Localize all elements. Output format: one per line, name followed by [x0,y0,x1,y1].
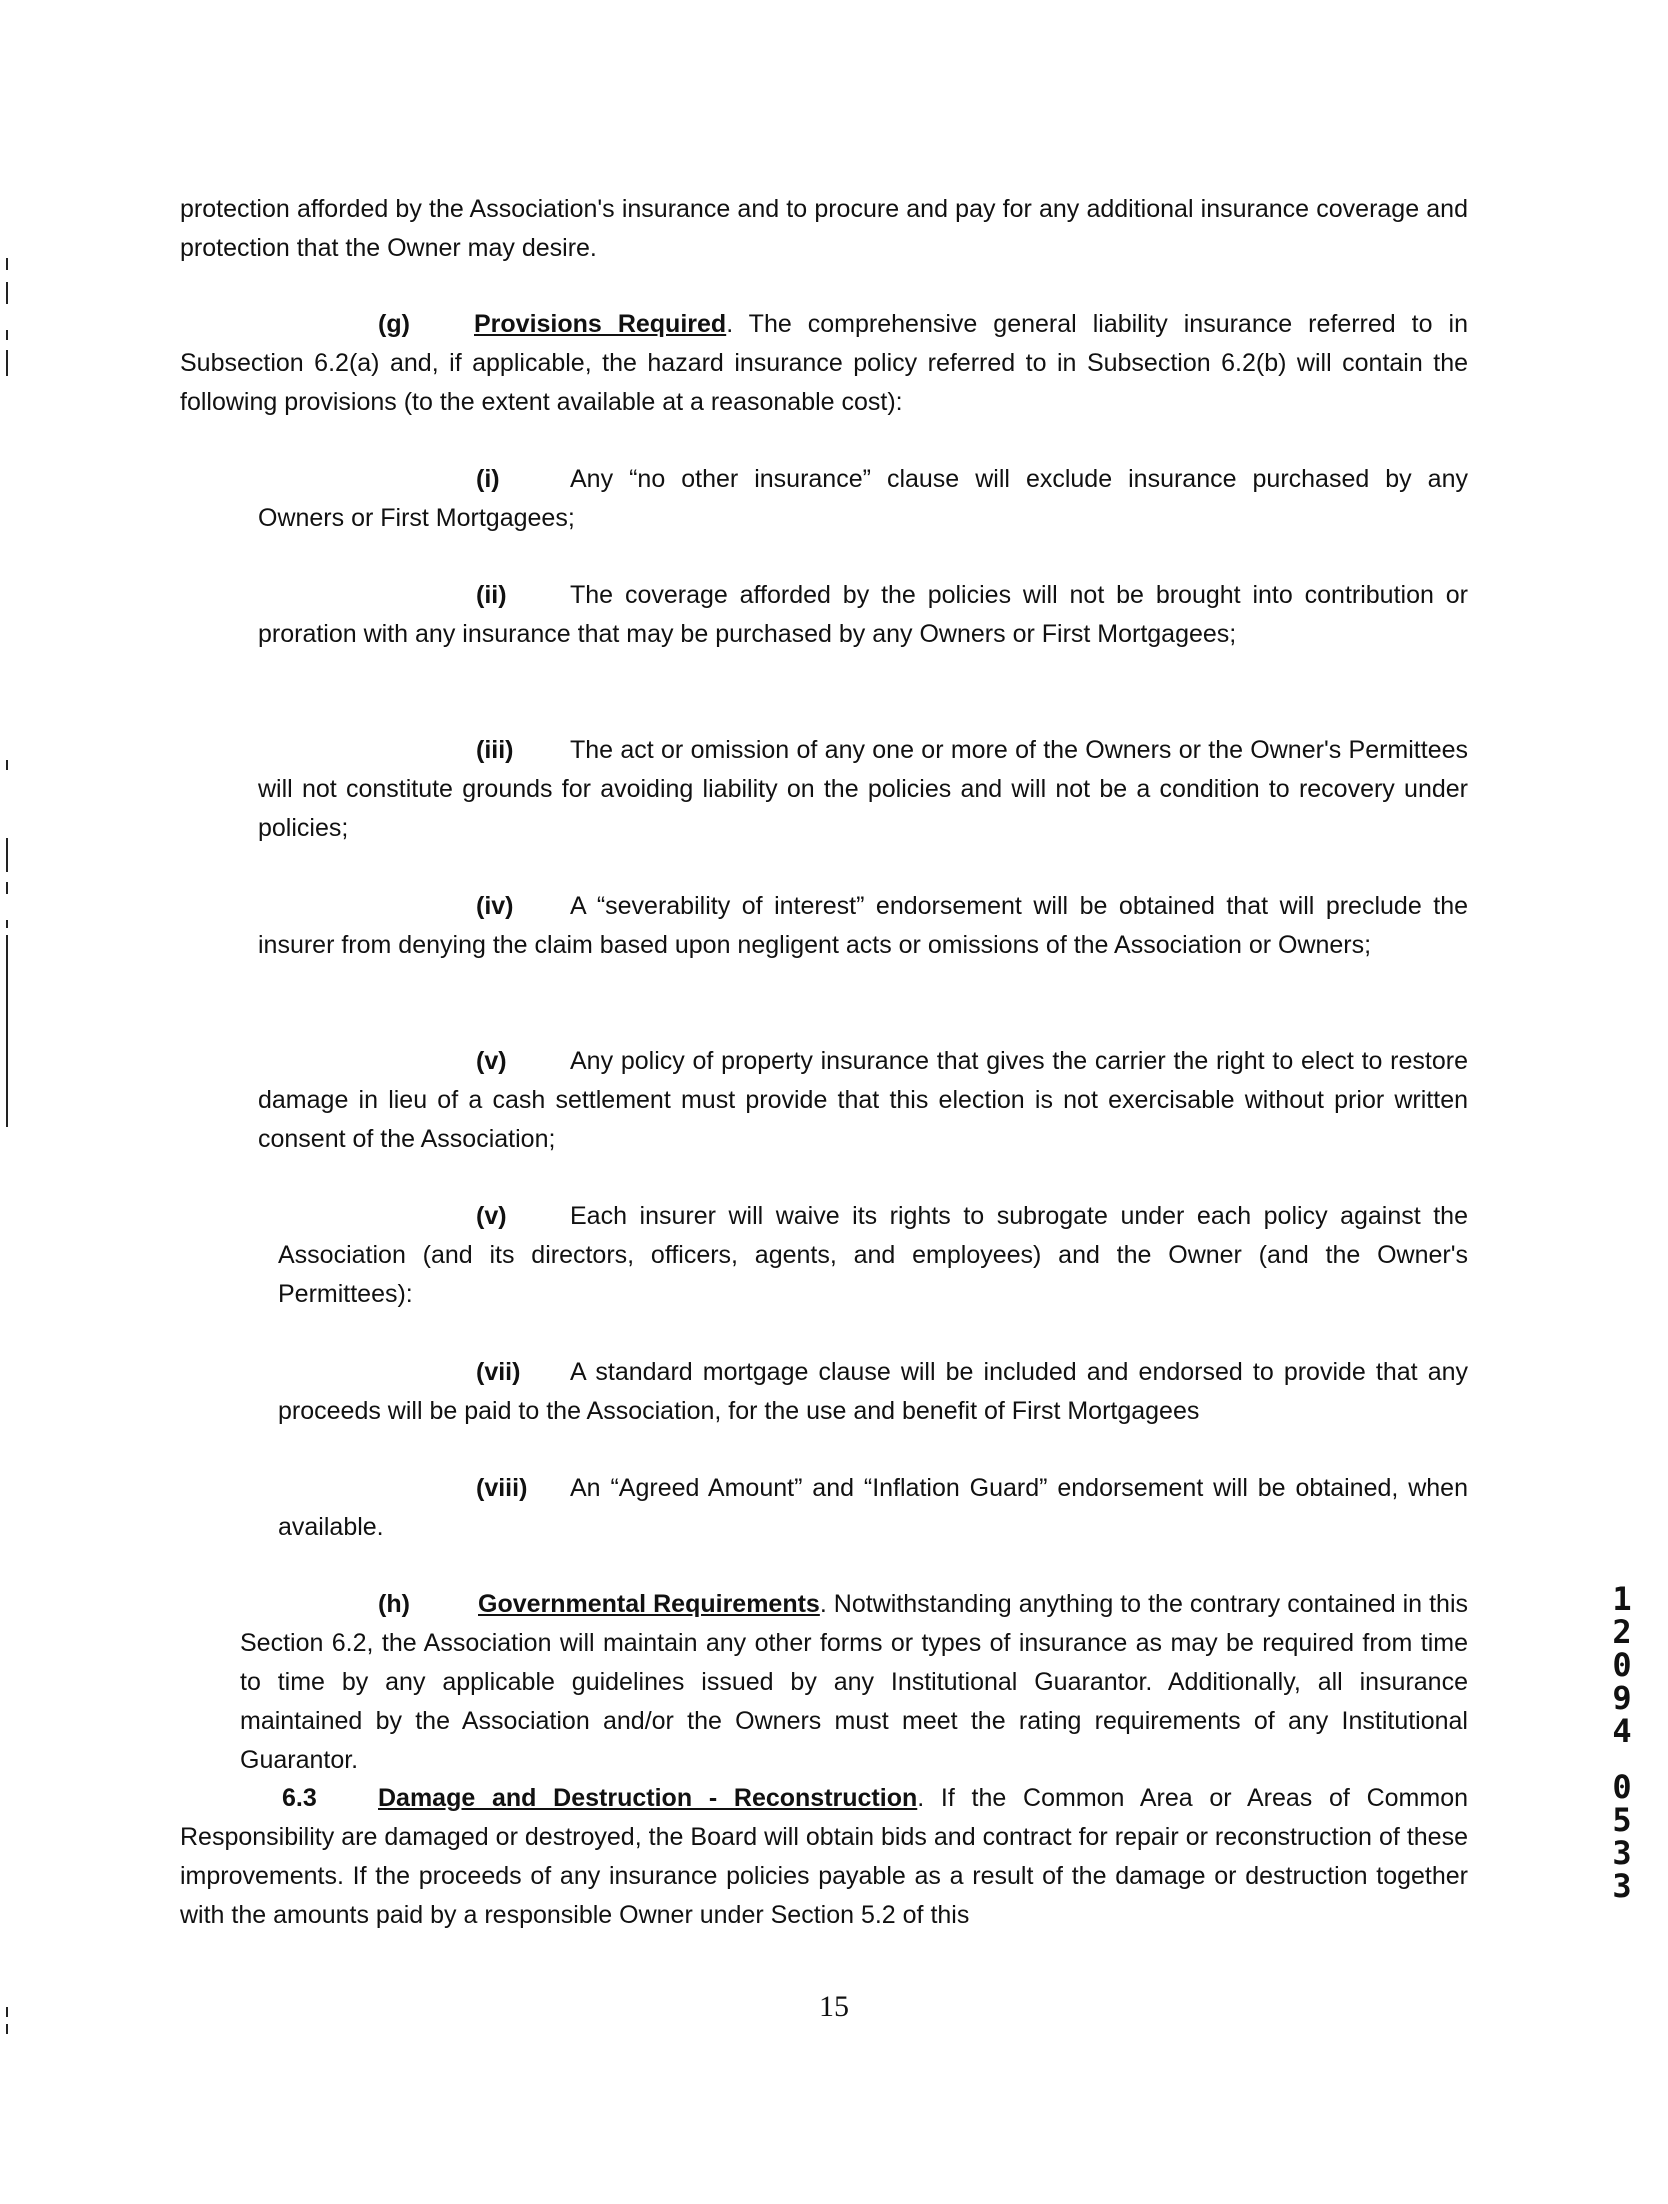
section-6-3-paragraph [180,1779,1468,1935]
item-label: (vii) [476,1358,521,1386]
page-number: 15 [819,1990,849,2023]
item-text: Any “no other insurance” clause will exclude insurance purchased by any Owners or First Mortgagees; [258,465,1468,532]
margin-revision-mark [6,935,8,1127]
section-g-paragraph [180,305,1468,422]
margin-revision-mark [6,920,8,928]
item-label: (iv) [476,892,514,920]
margin-revision-mark [6,2024,8,2034]
item-text: An “Agreed Amount” and “Inflation Guard” endorsement will be obtained, when available. [278,1474,1468,1541]
section-g-label: (g) [378,310,410,338]
section-6-3-label: 6.3 [282,1784,317,1812]
item-text: Any policy of property insurance that gives the carrier the right to elect to restore damage in lieu of a cash settlement must provide that this election is not exercisable without prior written consent of the Association; [258,1047,1468,1153]
item-label: (v) [476,1047,507,1075]
margin-revision-mark [6,330,8,340]
section-h-heading: Governmental Requirements [478,1590,820,1618]
list-item [258,460,1468,538]
list-item [278,1469,1468,1547]
list-item [258,731,1468,848]
item-label: (iii) [476,736,514,764]
stamp-digit: 4 [1612,1712,1632,1750]
margin-revision-mark [6,282,8,304]
section-6-3-heading: Damage and Destruction - Reconstruction [378,1784,918,1812]
item-text: A standard mortgage clause will be included and endorsed to provide that any proceeds will be paid to the Association, for the use and benefit of First Mortgagees [278,1358,1468,1425]
stamp-digit: 3 [1612,1867,1632,1905]
margin-revision-mark [6,882,8,894]
stamp-digit: 0 [1612,1768,1632,1806]
item-label: (viii) [476,1474,528,1502]
section-6-3-text: . If the Common Area or Areas of Common Responsibility are damaged or destroyed, the Board will obtain bids and contract for repair or reconstruction of these improvements. If the proceeds of any insurance policies payable as a result of the damage or destruction together with the amounts paid by a responsible Owner under Section 5.2 of this [180,1784,1468,1929]
item-text: The coverage afforded by the policies will not be brought into contribution or proration with any insurance that may be purchased by any Owners or First Mortgagees; [258,581,1468,648]
stamp-digit: 3 [1612,1834,1632,1872]
section-g-text: . The comprehensive general liability insurance referred to in Subsection 6.2(a) and, if applicable, the hazard insurance policy referred to in Subsection 6.2(b) will contain the following provisions (to the extent available at a reasonable cost): [180,310,1468,416]
stamp-digit: 1 [1612,1580,1632,1618]
stamp-digit: 0 [1612,1646,1632,1684]
stamp-digit: 5 [1612,1801,1632,1839]
section-h-label: (h) [378,1590,410,1618]
list-item [258,576,1468,654]
margin-revision-mark [6,258,8,270]
section-g-heading: Provisions Required [474,310,727,338]
section-h-text: . Notwithstanding anything to the contrary contained in this Section 6.2, the Association will maintain any other forms or types of insurance as may be required from time to time by any applicable guidelines issued by any Institutional Guarantor. Additionally, all insurance maintained by the Association and/or the Owners must meet the rating requirements of any Institutional Guarantor. [240,1590,1469,1774]
margin-revision-mark [6,350,8,376]
item-label: (ii) [476,581,507,609]
list-item [278,1353,1468,1431]
stamp-digit: 2 [1612,1613,1632,1651]
list-item [258,1042,1468,1159]
intro-paragraph [180,190,1468,268]
stamp-digit: 9 [1612,1679,1632,1717]
intro-text: protection afforded by the Association's insurance and to procure and pay for any additional insurance coverage and protection that the Owner may desire. [180,195,1468,262]
item-label: (i) [476,465,500,493]
margin-revision-mark [6,838,8,872]
item-text: A “severability of interest” endorsement will be obtained that will preclude the insurer from denying the claim based upon negligent acts or omissions of the Association or Owners; [258,892,1468,959]
item-label: (v) [476,1202,507,1230]
list-item [258,887,1468,965]
margin-revision-mark [6,2007,8,2017]
margin-revision-mark [6,760,8,770]
section-h-paragraph [240,1585,1468,1780]
item-text: The act or omission of any one or more of the Owners or the Owner's Permittees will not constitute grounds for avoiding liability on the policies and will not be a condition to recovery under policies; [258,736,1468,842]
item-text: Each insurer will waive its rights to subrogate under each policy against the Association (and its directors, officers, agents, and employees) and the Owner (and the Owner's Permittees): [278,1202,1468,1308]
list-item [278,1197,1468,1314]
